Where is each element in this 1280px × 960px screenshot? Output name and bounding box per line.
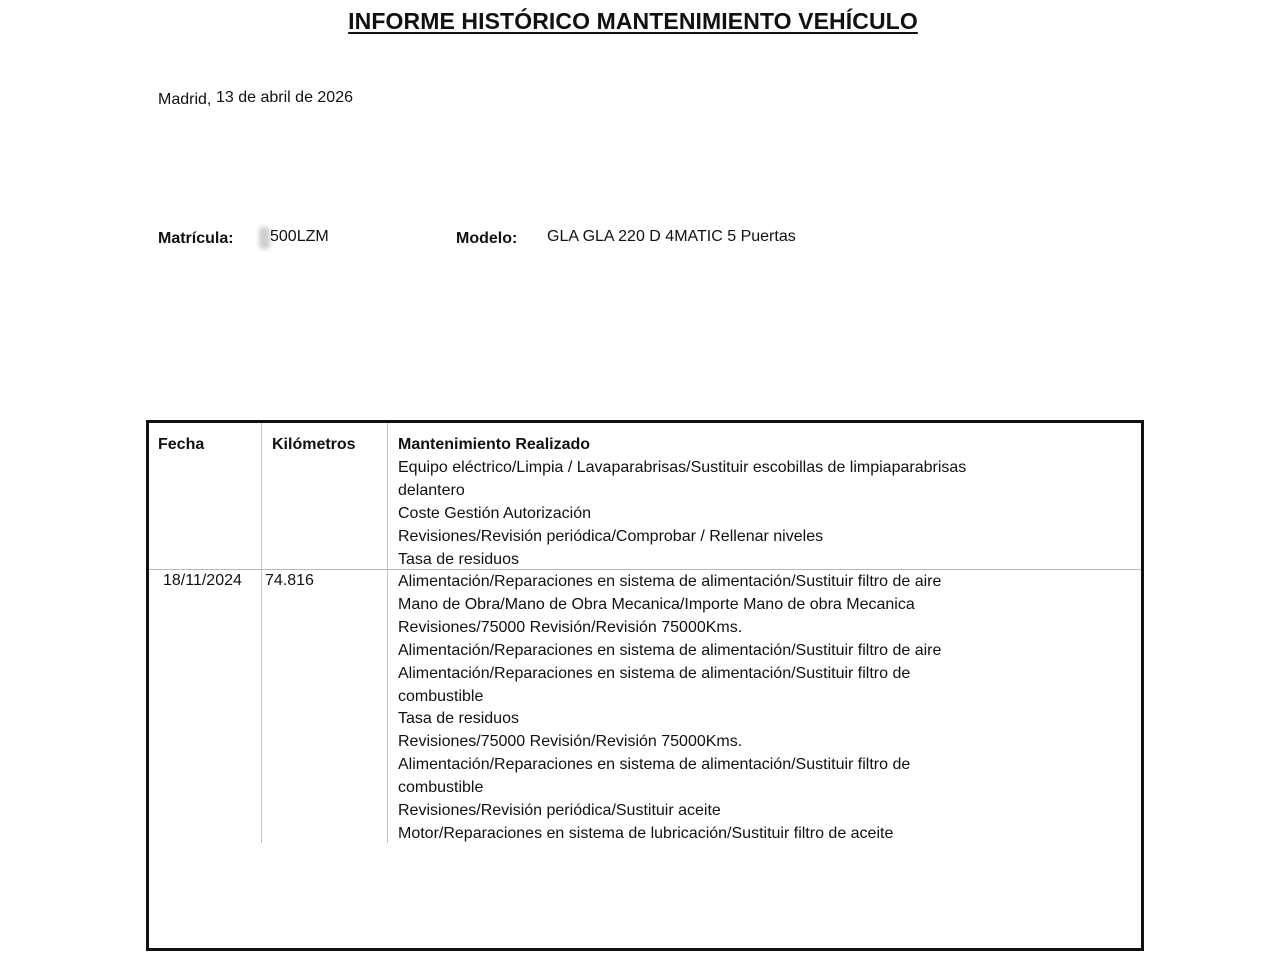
model-label: Modelo: [456, 230, 518, 247]
maintenance-line: Revisiones/Revisión periódica/Sustituir aceite [398, 802, 721, 820]
column-divider [261, 423, 262, 843]
maintenance-line: Tasa de residuos [398, 710, 519, 728]
plate-redaction [259, 227, 270, 249]
plate-label: Matrícula: [158, 230, 234, 247]
header-fecha: Fecha [158, 436, 205, 453]
row-km: 74.816 [265, 572, 314, 589]
maintenance-line: Alimentación/Reparaciones en sistema de alimentación/Sustituir filtro de [398, 756, 911, 774]
row-maintenance-lines [398, 571, 941, 846]
maintenance-line: Revisiones/Revisión periódica/Comprobar / Rellenar niveles [398, 527, 824, 545]
row-date: 18/11/2024 [163, 572, 242, 589]
plate-value: 500LZM [270, 228, 329, 245]
model-value: GLA GLA 220 D 4MATIC 5 Puertas [547, 228, 796, 245]
maintenance-line: delantero [398, 481, 465, 499]
maintenance-line: combustible [398, 687, 484, 705]
header-mantenimiento: Mantenimiento Realizado [398, 436, 591, 453]
header-maintenance-lines [398, 457, 966, 572]
column-divider [387, 423, 388, 843]
header-kilometros: Kilómetros [272, 436, 356, 453]
maintenance-line: Tasa de residuos [398, 550, 519, 568]
maintenance-line: Coste Gestión Autorización [398, 504, 591, 522]
maintenance-line: Equipo eléctrico/Limpia / Lavaparabrisas/Sustituir escobillas de limpiaparabrisas [398, 459, 967, 476]
maintenance-line: Mano de Obra/Mano de Obra Mecanica/Importe Mano de obra Mecanica [398, 595, 915, 613]
maintenance-line: Revisiones/75000 Revisión/Revisión 75000Kms. [398, 618, 743, 636]
maintenance-line: Alimentación/Reparaciones en sistema de alimentación/Sustituir filtro de aire [398, 641, 942, 659]
maintenance-line: Alimentación/Reparaciones en sistema de alimentación/Sustituir filtro de [398, 664, 911, 682]
report-place: Madrid, [158, 91, 212, 108]
maintenance-table [146, 420, 1144, 951]
maintenance-line: Alimentación/Reparaciones en sistema de alimentación/Sustituir filtro de aire [398, 573, 942, 590]
report-date: 13 de abril de 2026 [216, 89, 353, 106]
report-title: INFORME HISTÓRICO MANTENIMIENTO VEHÍCULO [348, 8, 918, 34]
maintenance-line: Revisiones/75000 Revisión/Revisión 75000Kms. [398, 733, 743, 751]
maintenance-line: Motor/Reparaciones en sistema de lubricación/Sustituir filtro de aceite [398, 824, 894, 842]
maintenance-line: combustible [398, 779, 484, 797]
